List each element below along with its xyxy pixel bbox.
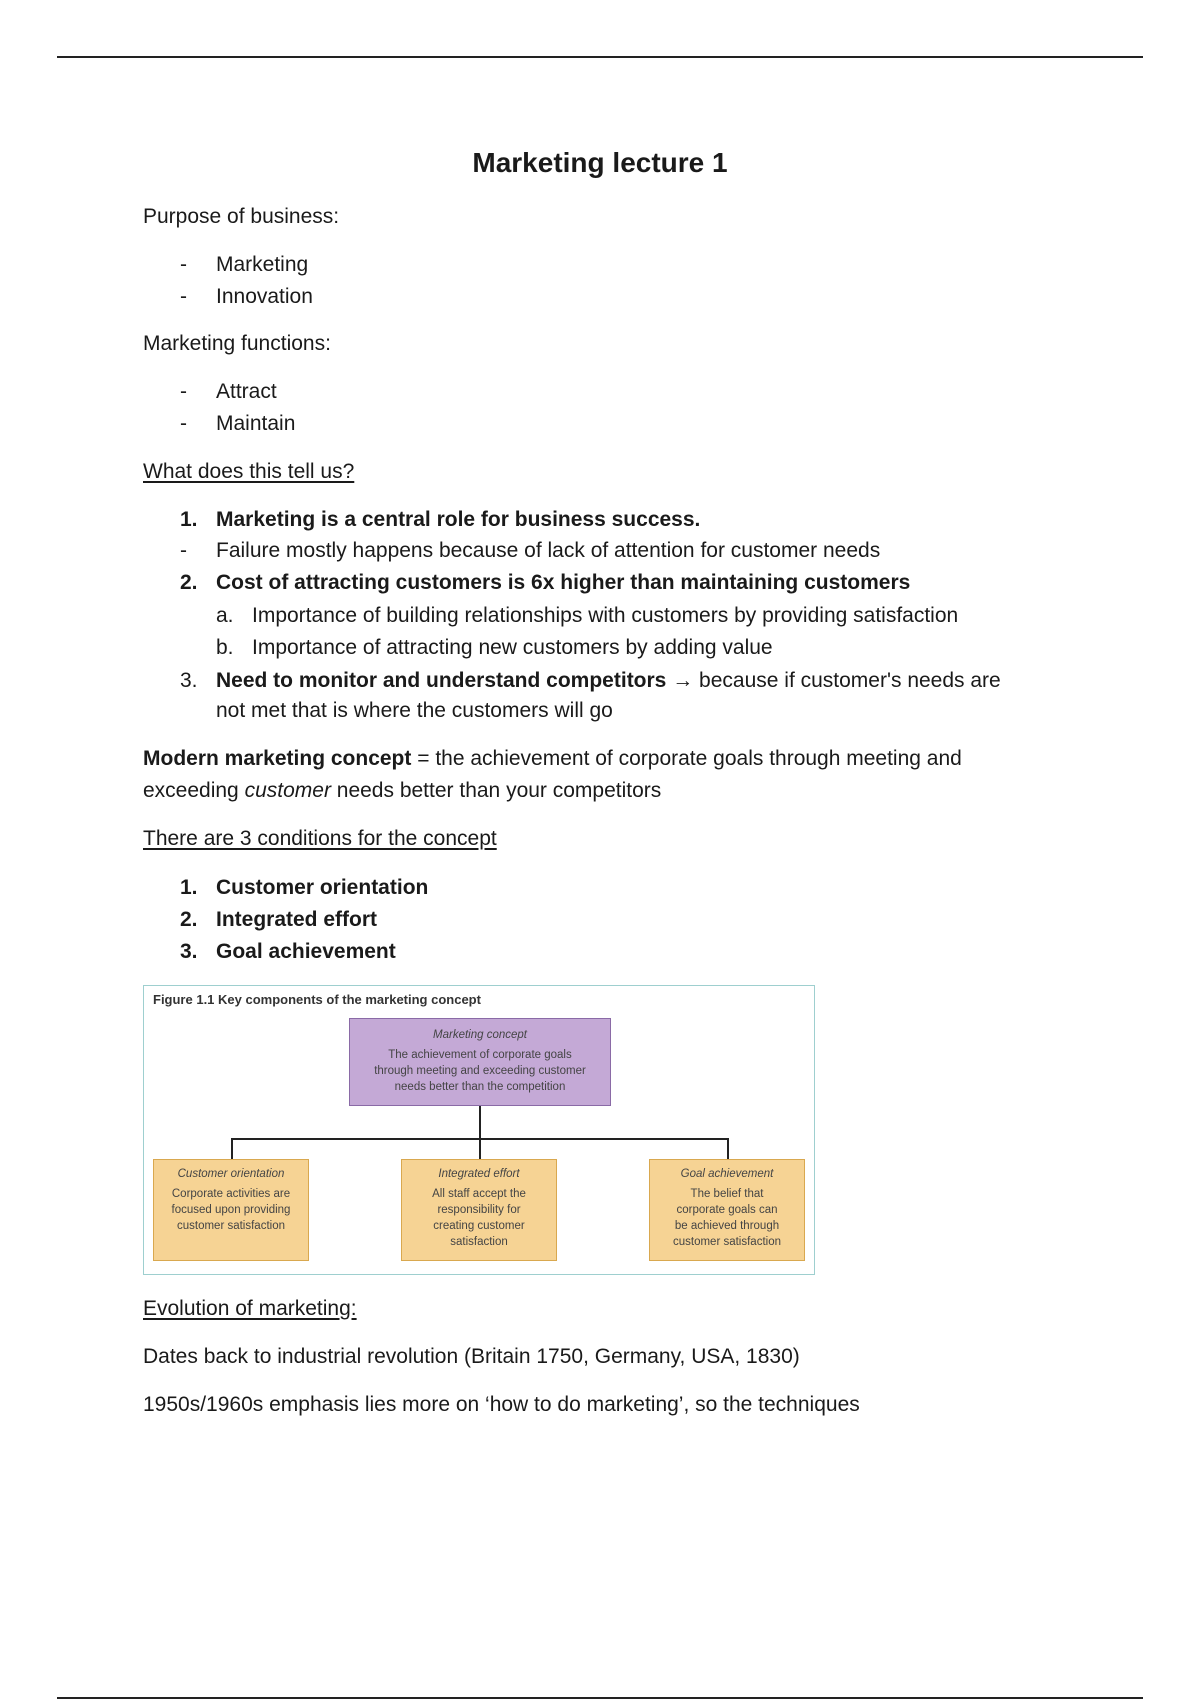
conditions-heading: There are 3 conditions for the concept bbox=[143, 827, 497, 850]
concept-definition-line2 bbox=[143, 775, 661, 807]
node-text-line: corporate goals can bbox=[676, 1204, 778, 1216]
node-text-line: creating customer bbox=[433, 1220, 525, 1232]
concept-line2-post: needs better than your competitors bbox=[330, 779, 662, 802]
diagram-node-customer-orientation bbox=[153, 1159, 309, 1261]
evolution-heading: Evolution of marketing: bbox=[143, 1297, 357, 1320]
list-item-continuation: not met that is where the customers will go bbox=[216, 699, 613, 722]
competitors-bold: Need to monitor and understand competitors bbox=[216, 669, 667, 692]
list-item-text: Importance of attracting new customers by adding value bbox=[252, 636, 773, 659]
figure-caption: Figure 1.1 Key components of the marketing concept bbox=[153, 992, 481, 1007]
functions-heading: Marketing functions: bbox=[143, 332, 331, 355]
list-item-text: Customer orientation bbox=[216, 876, 429, 899]
node-text-line: through meeting and exceeding customer bbox=[374, 1065, 586, 1077]
footer-rule bbox=[57, 1697, 1143, 1699]
list-item-text: Maintain bbox=[216, 412, 296, 435]
list-item-text: Marketing is a central role for business success. bbox=[216, 508, 701, 531]
dash-marker: - bbox=[180, 285, 187, 308]
connector-line bbox=[231, 1138, 480, 1140]
list-letter: a. bbox=[216, 604, 234, 627]
node-title: Integrated effort bbox=[438, 1168, 520, 1180]
dash-marker: - bbox=[180, 412, 187, 435]
purpose-heading: Purpose of business: bbox=[143, 205, 340, 228]
list-item-text: Attract bbox=[216, 380, 277, 403]
list-number: 1. bbox=[180, 876, 198, 899]
list-item-text: Marketing bbox=[216, 253, 309, 276]
list-number: 3. bbox=[180, 940, 198, 963]
connector-line bbox=[231, 1138, 233, 1159]
node-text-line: focused upon providing bbox=[171, 1204, 291, 1216]
concept-term: Modern marketing concept bbox=[143, 747, 412, 770]
list-number: 2. bbox=[180, 571, 198, 594]
node-title: Marketing concept bbox=[433, 1029, 527, 1041]
node-text-line: be achieved through bbox=[674, 1220, 780, 1232]
list-number: 1. bbox=[180, 508, 198, 531]
node-title: Goal achievement bbox=[680, 1168, 774, 1180]
node-text-line: responsibility for bbox=[437, 1204, 521, 1216]
connector-line bbox=[479, 1106, 481, 1139]
node-text-line: customer satisfaction bbox=[672, 1236, 781, 1248]
node-text-line: The achievement of corporate goals bbox=[388, 1049, 572, 1061]
evolution-paragraph: Dates back to industrial revolution (Britain 1750, Germany, USA, 1830) bbox=[143, 1345, 800, 1368]
node-text-line: The belief that bbox=[690, 1188, 764, 1200]
dash-marker: - bbox=[180, 539, 187, 562]
tell-us-heading: What does this tell us? bbox=[143, 460, 355, 483]
header-rule bbox=[57, 56, 1143, 58]
concept-italic: customer bbox=[244, 779, 331, 802]
page-title: Marketing lecture 1 bbox=[472, 147, 728, 178]
concept-definition-text: = the achievement of corporate goals through meeting and bbox=[411, 747, 962, 770]
list-item-text: Importance of building relationships with customers by providing satisfaction bbox=[252, 604, 959, 627]
list-letter: b. bbox=[216, 636, 234, 659]
node-text-line: customer satisfaction bbox=[176, 1220, 285, 1232]
connector-line bbox=[727, 1138, 729, 1159]
node-text-line: needs better than the competition bbox=[394, 1081, 566, 1093]
diagram-node-goal-achievement bbox=[649, 1159, 805, 1261]
evolution-paragraph: 1950s/1960s emphasis lies more on ‘how to do marketing’, so the techniques bbox=[143, 1393, 860, 1416]
list-item-text bbox=[216, 665, 1001, 697]
list-item-text: Innovation bbox=[216, 285, 313, 308]
arrow-icon: → bbox=[672, 669, 694, 692]
competitors-rest: because if customer's needs are bbox=[693, 669, 1001, 692]
diagram-node-marketing-concept bbox=[349, 1018, 611, 1106]
connector-line bbox=[479, 1138, 481, 1159]
marketing-concept-figure bbox=[143, 985, 815, 1275]
list-item-text: Goal achievement bbox=[216, 940, 396, 963]
dash-marker: - bbox=[180, 380, 187, 403]
list-item-text: Cost of attracting customers is 6x higher than maintaining customers bbox=[216, 571, 911, 594]
concept-definition-line1 bbox=[143, 743, 962, 775]
node-text-line: Corporate activities are bbox=[171, 1188, 291, 1200]
list-item-text: Failure mostly happens because of lack of attention for customer needs bbox=[216, 539, 881, 562]
diagram-node-integrated-effort bbox=[401, 1159, 557, 1261]
list-number: 2. bbox=[180, 908, 198, 931]
list-number: 3. bbox=[180, 669, 198, 692]
node-title: Customer orientation bbox=[177, 1168, 285, 1180]
connector-line bbox=[479, 1138, 728, 1140]
concept-line2-pre: exceeding bbox=[143, 779, 245, 802]
node-text-line: All staff accept the bbox=[432, 1188, 526, 1200]
node-text-line: satisfaction bbox=[450, 1236, 508, 1248]
list-item-text: Integrated effort bbox=[216, 908, 378, 931]
dash-marker: - bbox=[180, 253, 187, 276]
